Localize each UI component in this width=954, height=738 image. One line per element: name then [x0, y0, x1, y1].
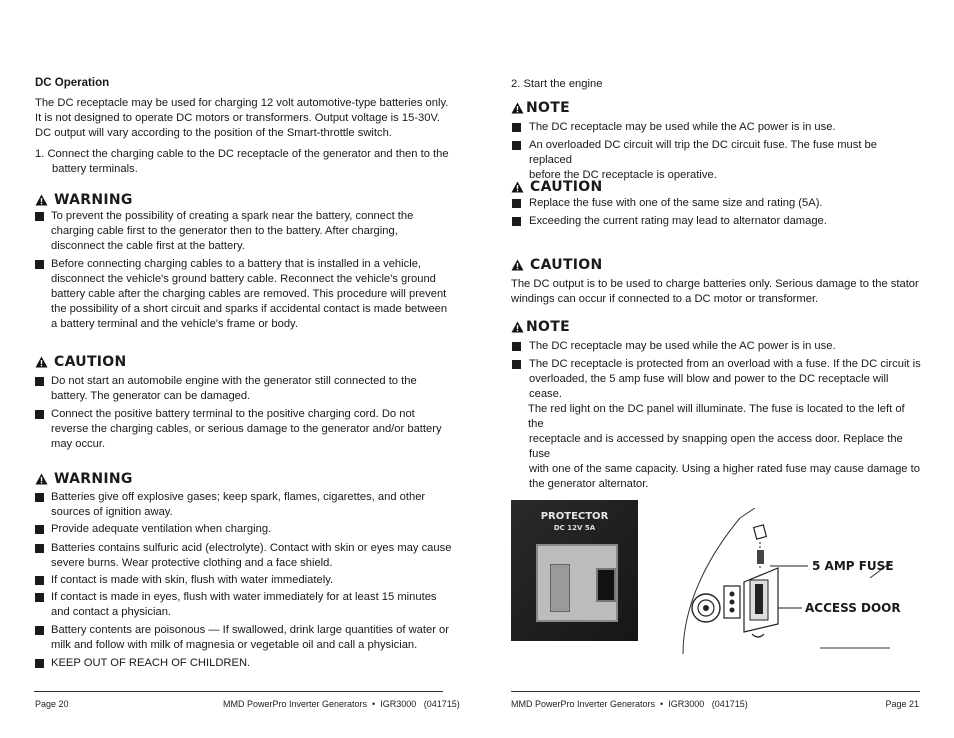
caution-heading	[511, 257, 603, 273]
warning-triangle-icon	[511, 102, 524, 114]
footer-divider	[511, 691, 920, 692]
bullet-square-icon	[35, 257, 51, 332]
caution-heading	[511, 179, 603, 195]
list-item	[35, 490, 455, 520]
caution-paragraph	[511, 277, 919, 307]
caution-title: CAUTION	[530, 179, 603, 195]
dc-operation-heading: DC Operation	[35, 77, 110, 89]
list-line: The red light on the DC panel will illuminate. The fuse is located to the left of the	[528, 403, 905, 430]
list-line: overloaded, the 5 amp fuse will blow and power to the DC receptacle will cease.	[529, 373, 889, 400]
list-line: The DC receptacle is protected from an overload with a fuse. If the DC circuit is	[529, 358, 921, 370]
list-line: Battery contents are poisonous — If swallowed, drink large quantities of water or	[51, 624, 449, 636]
footer-divider	[34, 691, 443, 692]
list-item	[35, 407, 455, 452]
list-line: Exceeding the current rating may lead to alternator damage.	[529, 215, 827, 227]
list-line: may occur.	[51, 438, 106, 450]
list-item	[35, 590, 455, 620]
list-item	[512, 339, 922, 354]
bullet-square-icon	[512, 357, 529, 492]
list-line: the generator alternator.	[529, 478, 649, 490]
step-1	[35, 147, 449, 177]
list-line: milk and follow with milk of magnesia or vegetable oil and call a physician.	[51, 639, 418, 651]
list-item	[35, 374, 455, 404]
warning-heading	[35, 471, 133, 487]
bullet-square-icon	[35, 656, 51, 671]
list-line: charging cable first to the generator then to the battery. After charging,	[51, 225, 398, 237]
step-line: 1. Connect the charging cable to the DC receptacle of the generator and then to the	[35, 148, 449, 160]
list-item	[512, 196, 922, 211]
caution-heading	[35, 354, 127, 370]
note-title: NOTE	[526, 319, 570, 335]
list-line: Batteries contains sulfuric acid (electrolyte). Contact with skin or eyes may cause	[51, 542, 452, 554]
bullet-square-icon	[35, 374, 51, 404]
warning-title: WARNING	[54, 471, 133, 487]
intro-line: The DC receptacle may be used for charging 12 volt automotive-type batteries only.	[35, 97, 449, 109]
intro-line: DC output will vary according to the position of the Smart-throttle switch.	[35, 127, 392, 139]
bullet-square-icon	[512, 339, 529, 354]
list-line: disconnect the vehicle's ground battery cable. Reconnect the vehicle's ground	[51, 273, 436, 285]
list-line: Batteries give off explosive gases; keep spark, flames, cigarettes, and other	[51, 491, 426, 503]
list-line: The DC receptacle may be used while the AC power is in use.	[529, 340, 836, 352]
list-line: Connect the positive battery terminal to the positive charging cord. Do not	[51, 408, 415, 420]
list-line: the possibility of a short circuit and sparks if accidental contact is made between	[51, 303, 448, 315]
list-line: battery. The generator can be damaged.	[51, 390, 251, 402]
list-line: severe burns. Wear protective clothing and a face shield.	[51, 557, 333, 569]
list-item	[35, 522, 455, 537]
dc-receptacle-socket	[536, 544, 618, 622]
paragraph-line: The DC output is to be used to charge batteries only. Serious damage to the stator	[511, 278, 919, 290]
bullet-square-icon	[35, 590, 51, 620]
warning-title: WARNING	[54, 192, 133, 208]
warning-triangle-icon	[35, 473, 48, 485]
list-item	[35, 257, 455, 332]
bullet-square-icon	[35, 209, 51, 254]
list-line: If contact is made in eyes, flush with water immediately for at least 15 minutes	[51, 591, 437, 603]
list-item	[35, 541, 455, 571]
paragraph-line: windings can occur if connected to a DC motor or transformer.	[511, 293, 819, 305]
fuse-icon	[754, 525, 767, 570]
warning-triangle-icon	[35, 356, 48, 368]
photo-title: PROTECTOR	[540, 511, 609, 522]
warning-heading	[35, 192, 133, 208]
intro-paragraph	[35, 96, 448, 141]
page-number: Page 20	[35, 699, 69, 709]
step-2: 2. Start the engine	[511, 78, 603, 90]
list-item	[512, 138, 922, 183]
list-line: battery cable after the charging cables are removed. This procedure will prevent	[51, 288, 447, 300]
list-item	[35, 573, 455, 588]
intro-line: It is not designed to operate DC motors or transformers. Output voltage is 15-30V.	[35, 112, 441, 124]
list-item	[35, 656, 455, 671]
list-line: a battery terminal and the vehicle's frame or body.	[51, 318, 298, 330]
bullet-square-icon	[512, 138, 529, 183]
list-line: KEEP OUT OF REACH OF CHILDREN.	[51, 657, 251, 669]
note-heading	[511, 100, 570, 116]
footer-title: MMD PowerPro Inverter Generators • IGR3000 (041715)	[223, 699, 460, 709]
access-door-label: ACCESS DOOR	[805, 601, 901, 615]
list-line: and contact a physician.	[51, 606, 172, 618]
page-number: Page 21	[885, 699, 919, 709]
warning-triangle-icon	[511, 259, 524, 271]
fuse-label: 5 AMP FUSE	[812, 559, 894, 573]
note-title: NOTE	[526, 100, 570, 116]
photo-subtitle: DC 12V 5A	[553, 524, 596, 532]
list-line: An overloaded DC circuit will trip the DC circuit fuse. The fuse must be replaced	[529, 139, 877, 166]
step-line: battery terminals.	[52, 163, 138, 175]
bullet-square-icon	[35, 573, 51, 588]
bullet-square-icon	[35, 522, 51, 537]
fuse-holder-icon	[744, 568, 778, 632]
list-item	[512, 120, 922, 135]
list-line: Provide adequate ventilation when charging.	[51, 523, 272, 535]
dc-socket-circle-icon	[692, 594, 720, 622]
note-heading	[511, 319, 570, 335]
list-line: Do not start an automobile engine with the generator still connected to the	[51, 375, 417, 387]
list-line: disconnect the cable first at the battery.	[51, 240, 245, 252]
fuse-slot-icon	[596, 568, 616, 602]
warning-triangle-icon	[35, 194, 48, 206]
list-item	[512, 214, 922, 229]
access-door-flap	[550, 564, 570, 612]
list-line: reverse the charging cables, or serious damage to the generator and/or battery	[51, 423, 442, 435]
footer-title: MMD PowerPro Inverter Generators • IGR3000 (041715)	[511, 699, 748, 709]
list-line: receptacle and is accessed by snapping open the access door. Replace the fuse	[529, 433, 903, 460]
bullet-square-icon	[512, 196, 529, 211]
list-line: before the DC receptacle is operative.	[529, 169, 717, 181]
list-line: To prevent the possibility of creating a spark near the battery, connect the	[51, 210, 414, 222]
caution-title: CAUTION	[54, 354, 127, 370]
bullet-square-icon	[512, 214, 529, 229]
list-item	[35, 209, 455, 254]
list-line: Replace the fuse with one of the same size and rating (5A).	[529, 197, 823, 209]
list-line: The DC receptacle may be used while the AC power is in use.	[529, 121, 836, 133]
list-line: sources of ignition away.	[51, 506, 173, 518]
list-line: If contact is made with skin, flush with water immediately.	[51, 574, 334, 586]
list-item	[512, 357, 922, 492]
warning-triangle-icon	[511, 181, 524, 193]
protector-panel-photo	[511, 500, 638, 641]
fuse-access-diagram	[680, 508, 900, 658]
bullet-square-icon	[512, 120, 529, 135]
bullet-square-icon	[35, 490, 51, 520]
bullet-square-icon	[35, 623, 51, 653]
list-line: with one of the same capacity. Using a higher rated fuse may cause damage to	[529, 463, 920, 475]
bullet-square-icon	[35, 541, 51, 571]
bullet-square-icon	[35, 407, 51, 452]
warning-triangle-icon	[511, 321, 524, 333]
list-line: Before connecting charging cables to a battery that is installed in a vehicle,	[51, 258, 422, 270]
caution-title: CAUTION	[530, 257, 603, 273]
list-item	[35, 623, 455, 653]
